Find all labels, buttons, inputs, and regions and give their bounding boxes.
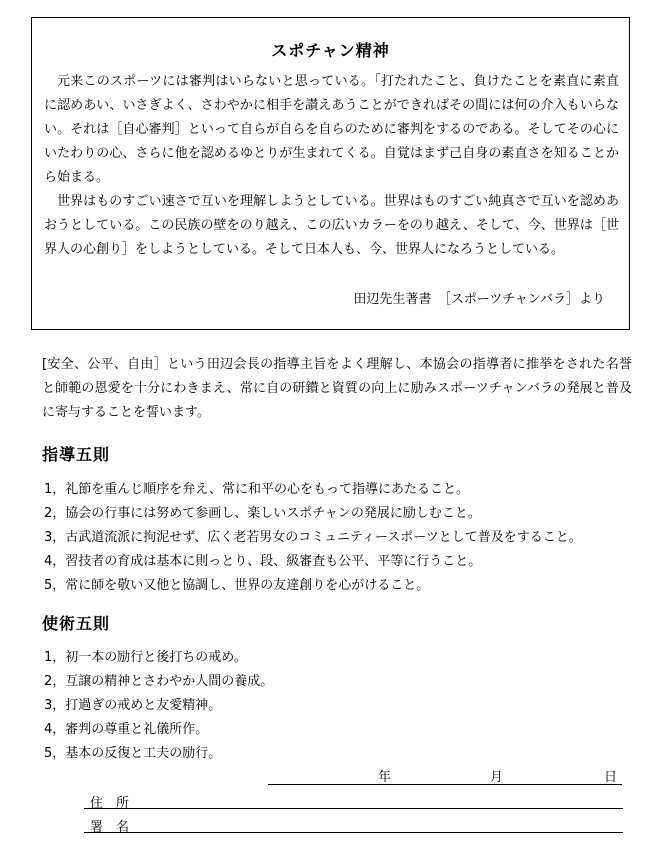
box-paragraph-1: 元来このスポーツには審判はいらないと思っている。「打たれたこと、負けたことを素直に素直に認めあい、いさぎよく、さわやかに相手を讃えあうことができればその間には何の介入もいらない。それは［自心審判］といって自らが自らを自らのために審判をするのである。そしてその心にいたわりの心、さらに他を認めるゆとりが生まれてくる。自覚はまず己自身の素直さを知ることから始まる。 (44, 74, 619, 185)
section-heading-guidance: 指導五則 (42, 445, 111, 464)
list-item: 5，常に師を敬い又他と協調し、世界の友達創りを心がけること。 (44, 578, 430, 593)
technique-rules-list (44, 646, 645, 766)
address-label: 住 所 (90, 796, 130, 811)
section-heading-technique: 使術五則 (42, 614, 111, 633)
box-title: スポチャン精神 (271, 41, 390, 60)
list-item: 3，打過ぎの戒めと友愛精神。 (44, 698, 222, 713)
box-paragraph-2: 世界はものすごい速さで互いを理解しようとしている。世界はものすごい純真さで互いを認めあおうとしている。この民族の壁をのり越え、この広いカラーをのり越え、そして、今、世界は［世界人の心創り］をしようとしている。そして日本人も、今、世界人になろうとしている。 (44, 194, 619, 257)
list-item: 5，基本の反復と工夫の励行。 (44, 746, 222, 761)
list-item: 1，初一本の励行と後打ちの戒め。 (44, 650, 247, 665)
quote-box (31, 17, 630, 330)
date-year-label: 年 (378, 770, 392, 785)
guidance-rules-list (44, 478, 645, 598)
name-label: 署 名 (90, 820, 130, 835)
list-item: 1，礼節を重んじ順序を弁え、常に和平の心をもって指導にあたること。 (44, 482, 470, 497)
list-item: 4，習技者の育成は基本に則っとり、段、級審査も公平、平等に行うこと。 (44, 554, 482, 569)
list-item: 2，互譲の精神とさわやか人間の養成。 (44, 674, 274, 689)
list-item: 2，協会の行事には努めて参画し、楽しいスポチャンの発展に励しむこと。 (44, 506, 481, 521)
date-underline (268, 784, 622, 785)
address-field[interactable] (84, 808, 623, 809)
list-item: 4，審判の尊重と礼儀所作。 (44, 722, 209, 737)
list-item: 3，古武道流派に拘泥せず、広く老若男女のコミュニティースポーツとして普及をすること。 (44, 530, 582, 545)
box-source: 田辺先生著書 ［スポーツチャンバラ］より (353, 292, 605, 307)
date-month-label: 月 (490, 770, 504, 785)
pledge-text: [安全、公平、自由］という田辺会長の指導主旨をよく理解し、本協会の指導者に推挙をされた名誉と師範の恩愛を十分にわきまえ、常に自の研鑚と資質の向上に励みスポーツチャンバラの発展と普及に寄与することを誓います。 (42, 357, 632, 420)
box-body (44, 70, 619, 262)
date-day-label: 日 (604, 770, 618, 785)
name-field[interactable] (84, 832, 623, 833)
